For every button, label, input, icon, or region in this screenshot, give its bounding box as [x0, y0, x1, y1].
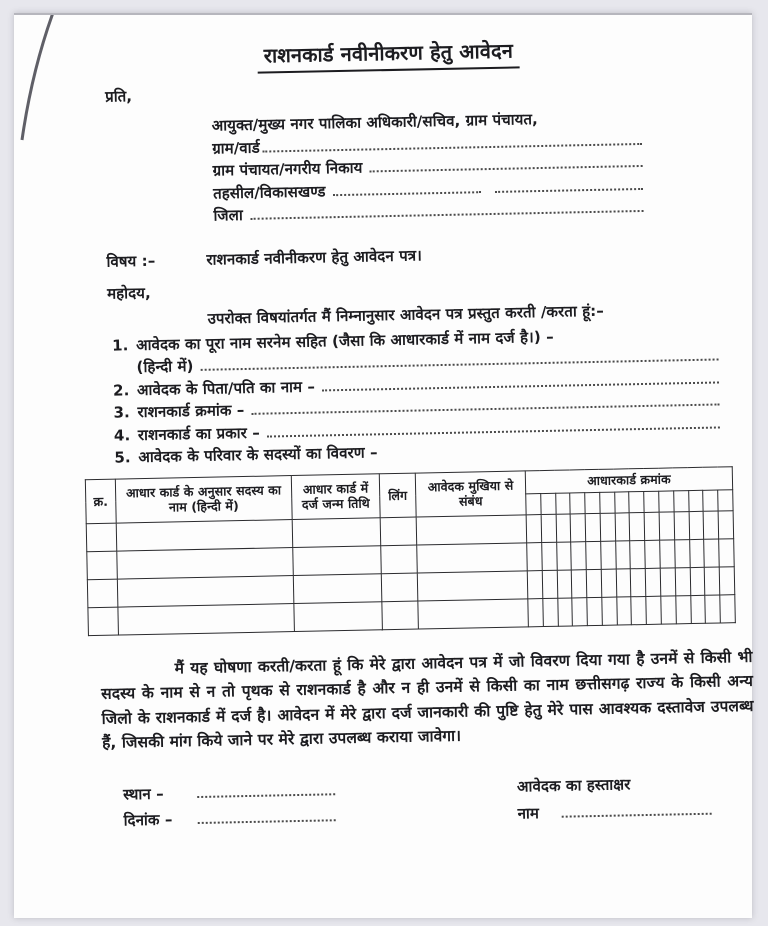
item-text: आवेदक का पूरा नाम सरनेम सहित (जैसा कि आधारकार्ड में नाम दर्ज है।) –	[136, 325, 554, 356]
signature-area	[117, 769, 730, 835]
aadhaar-digit-box	[526, 514, 541, 542]
aadhaar-digit-box	[676, 595, 691, 623]
subject-text: राशनकार्ड नवीनीकरण हेतु आवेदन पत्र।	[206, 245, 422, 269]
aadhaar-digit-box	[586, 541, 601, 569]
aadhaar-digit-box	[660, 567, 675, 595]
date-label: दिनांक –	[123, 806, 196, 833]
item-text: आवेदक के परिवार के सदस्यों का विवरण –	[138, 441, 378, 468]
aadhaar-digit-box	[541, 514, 556, 542]
empty-cell	[293, 545, 382, 575]
salutation: प्रति,	[105, 74, 715, 106]
dotted-blank	[333, 178, 481, 196]
aadhaar-digit-box	[572, 597, 587, 625]
scan-tilt-wrapper	[6, 8, 762, 926]
aadhaar-digit-box	[719, 538, 734, 566]
aadhaar-digit-box	[674, 511, 689, 539]
aadhaar-digit-box	[614, 491, 629, 512]
aadhaar-digit-box	[690, 595, 705, 623]
aadhaar-digit-box	[704, 539, 719, 567]
aadhaar-digit-box	[703, 490, 718, 511]
aadhaar-digit-box	[557, 569, 572, 597]
aadhaar-digit-box	[718, 510, 733, 538]
aadhaar-digit-box	[646, 596, 661, 624]
aadhaar-digit-box	[572, 569, 587, 597]
aadhaar-digit-box	[570, 513, 585, 541]
aadhaar-digit-box	[527, 570, 542, 598]
aadhaar-digit-box	[543, 598, 558, 626]
aadhaar-digit-box	[586, 569, 601, 597]
aadhaar-digit-box	[528, 598, 543, 626]
aadhaar-digit-box	[629, 491, 644, 512]
empty-cell	[88, 607, 119, 636]
item-text: राशनकार्ड का प्रकार –	[138, 421, 260, 446]
aadhaar-digit-box	[600, 513, 615, 541]
col-header-serial: क्र.	[85, 479, 116, 524]
family-table-wrap	[85, 466, 726, 636]
numbered-list	[112, 322, 723, 469]
aadhaar-digit-box	[587, 597, 602, 625]
name-line	[517, 796, 714, 827]
aadhaar-digit-box	[527, 542, 542, 570]
aadhaar-digit-box	[630, 512, 645, 540]
aadhaar-digit-box	[645, 568, 660, 596]
addressee-block	[212, 106, 646, 227]
aadhaar-digit-box	[542, 570, 557, 598]
item-sub-label: (हिन्दी में)	[136, 355, 193, 379]
aadhaar-digit-box	[644, 491, 659, 512]
item-text: राशनकार्ड क्रमांक –	[137, 399, 244, 424]
aadhaar-digit-box	[540, 493, 555, 514]
aadhaar-digit-box	[705, 566, 720, 594]
aadhaar-digit-box	[600, 492, 615, 513]
aadhaar-digit-box	[570, 492, 585, 513]
empty-cell	[117, 575, 294, 607]
empty-cell	[416, 514, 527, 544]
empty-cell	[116, 519, 293, 551]
empty-cell	[417, 570, 528, 600]
item-text: आवेदक के पिता/पति का नाम –	[137, 375, 315, 401]
empty-cell	[87, 551, 118, 580]
aadhaar-digit-box	[601, 541, 616, 569]
aadhaar-digit-box	[719, 566, 734, 594]
addressee-text: आयुक्त/मुख्य नगर पालिका अधिकारी/सचिव, ग्राम पंचायत,	[212, 108, 539, 137]
aadhaar-digit-box	[526, 493, 541, 514]
aadhaar-digit-box	[675, 567, 690, 595]
paper-sheet	[14, 13, 752, 918]
empty-cell	[86, 523, 117, 552]
empty-cell	[117, 547, 294, 579]
field-label: तहसील/विकासखण्ड	[213, 180, 326, 205]
aadhaar-digit-box	[703, 511, 718, 539]
greeting: महोदय,	[107, 271, 719, 303]
aadhaar-digit-box	[688, 490, 703, 511]
col-header-dob: आधार कार्ड में दर्ज जन्म तिथि	[291, 473, 380, 519]
aadhaar-digit-box	[585, 513, 600, 541]
aadhaar-digit-box	[690, 567, 705, 595]
empty-cell	[417, 542, 528, 572]
aadhaar-digit-box	[645, 540, 660, 568]
signature-title	[517, 769, 714, 800]
col-header-gender: लिंग	[379, 473, 416, 518]
empty-cell	[380, 517, 417, 546]
aadhaar-digit-box	[541, 542, 556, 570]
aadhaar-digit-box	[689, 511, 704, 539]
aadhaar-digit-box	[631, 596, 646, 624]
aadhaar-digit-box	[615, 512, 630, 540]
empty-cell	[293, 573, 382, 603]
aadhaar-digit-box	[557, 597, 572, 625]
col-header-relation: आवेदक मुखिया से संबंध	[415, 470, 526, 516]
aadhaar-digit-box	[556, 541, 571, 569]
empty-cell	[87, 579, 118, 608]
aadhaar-digit-box	[659, 490, 674, 511]
dotted-blank	[197, 780, 335, 798]
place-date-block	[123, 776, 354, 835]
aadhaar-digit-box	[673, 490, 688, 511]
aadhaar-digit-box	[631, 568, 646, 596]
title-row	[62, 32, 715, 77]
aadhaar-digit-box	[718, 489, 733, 510]
empty-cell	[118, 603, 295, 635]
aadhaar-digit-box	[615, 540, 630, 568]
place-label: स्थान –	[123, 780, 196, 807]
aadhaar-digit-box	[556, 513, 571, 541]
aadhaar-digit-box	[571, 541, 586, 569]
empty-cell	[292, 517, 381, 547]
aadhaar-digit-box	[661, 595, 676, 623]
empty-cell	[381, 545, 418, 574]
subject-label: विषय :–	[106, 249, 206, 271]
aadhaar-digit-box	[616, 568, 631, 596]
name-label: नाम	[517, 799, 560, 827]
item-number: 2.	[113, 379, 137, 402]
empty-cell	[381, 573, 418, 602]
date-line	[123, 802, 353, 833]
aadhaar-digit-box	[720, 594, 735, 622]
dotted-blank	[495, 175, 643, 193]
empty-cell	[294, 601, 383, 631]
dotted-blank	[197, 806, 335, 824]
empty-cell	[418, 598, 529, 628]
aadhaar-digit-box	[674, 539, 689, 567]
col-header-aadhaar-number: आधारकार्ड क्रमांक	[525, 466, 732, 493]
item-number: 4.	[114, 424, 138, 447]
col-header-member-name: आधार कार्ड के अनुसार सदस्य का नाम (हिन्दी में)	[115, 475, 292, 523]
aadhaar-digit-box	[616, 596, 631, 624]
aadhaar-digit-box	[555, 492, 570, 513]
field-label: ग्राम पंचायत/नगरीय निकाय	[212, 157, 362, 183]
item-number: 3.	[113, 401, 137, 424]
aadhaar-digit-box	[644, 512, 659, 540]
intro-line: उपरोक्त विषयांतर्गत मैं निम्नानुसार आवेदन पत्र प्रस्तुत करती /करता हूं:–	[107, 297, 719, 332]
aadhaar-digit-box	[659, 511, 674, 539]
empty-cell	[382, 601, 419, 630]
dotted-blank	[561, 799, 711, 817]
item-number: 5.	[114, 446, 138, 469]
aadhaar-digit-box	[585, 492, 600, 513]
aadhaar-digit-box	[601, 569, 616, 597]
form-content	[6, 8, 760, 837]
applicant-signature-block	[517, 769, 714, 827]
aadhaar-digit-box	[630, 540, 645, 568]
page-title: राशनकार्ड नवीनीकरण हेतु आवेदन	[257, 36, 519, 73]
field-label: ग्राम/वार्ड	[212, 136, 260, 159]
aadhaar-digit-box	[660, 539, 675, 567]
declaration-paragraph: मैं यह घोषणा करती/करता हूं कि मेरे द्वारा आवेदन पत्र में जो विवरण दिया गया है उनमें से किसी भी सदस्य के नाम से न तो पृथक से राशनकार्ड है और न ही उनमें से किसी का नाम छत्तीसगढ़ राज्य के किसी अन्य जिलो के राशनकार्ड में दर्ज है। आवेदन में मेरे द्वारा दर्ज जानकारी की पुष्टि हेतु मेरे पास आवश्यक दस्तावेज उपलब्ध हैं, जिसकी मांग किये जाने पर मेरे द्वारा उपलब्ध कराया जावेगा।	[100, 644, 754, 755]
aadhaar-digit-box	[705, 594, 720, 622]
signature-title-text: आवेदक का हस्ताक्षर	[517, 771, 631, 800]
dotted-blank	[370, 152, 643, 172]
item-number: 1.	[112, 334, 136, 357]
aadhaar-digit-box	[602, 597, 617, 625]
field-label: जिला	[213, 204, 243, 227]
family-members-table	[85, 466, 736, 636]
subject-row	[106, 239, 718, 271]
aadhaar-digit-box	[689, 539, 704, 567]
